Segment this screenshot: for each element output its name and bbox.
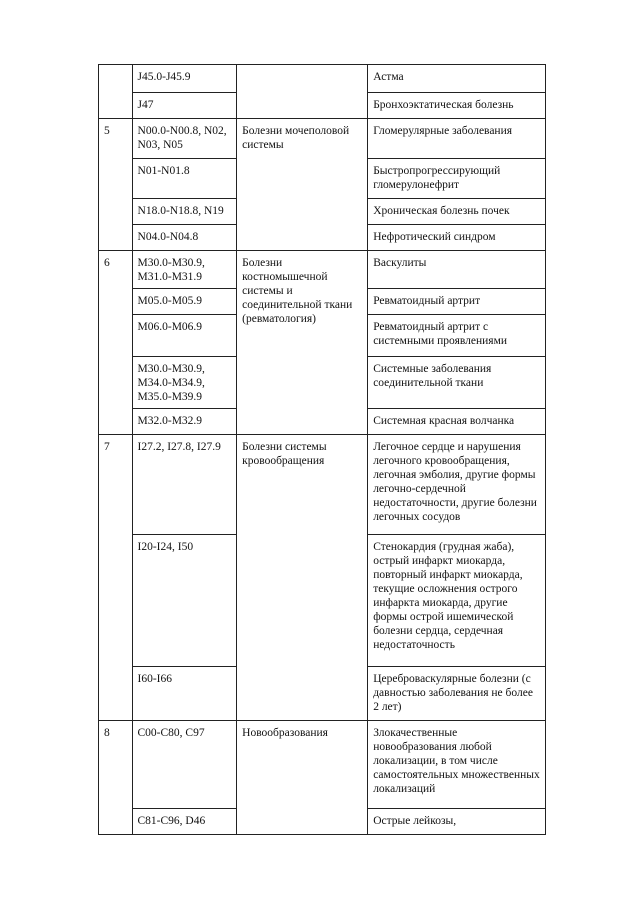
disease-table — [98, 64, 546, 835]
disease-name: Нефротический синдром — [368, 225, 546, 251]
icd-code: J45.0-J45.9 — [132, 65, 237, 93]
icd-code: M32.0-M32.9 — [132, 409, 237, 435]
section-number: 5 — [99, 119, 133, 251]
disease-name: Ревматоидный артрит — [368, 289, 546, 315]
disease-name: Ревматоидный артрит с системными проявлениями — [368, 315, 546, 357]
disease-group: Новообразования — [237, 721, 368, 835]
section-number — [99, 65, 133, 119]
table-row — [99, 435, 546, 535]
icd-code: N00.0-N00.8, N02, N03, N05 — [132, 119, 237, 159]
table-row — [99, 119, 546, 159]
disease-name: Быстропрогрессирующий гломерулонефрит — [368, 159, 546, 199]
disease-name: Цереброваскулярные болезни (с давностью заболевания не более 2 лет) — [368, 667, 546, 721]
icd-code: M30.0-M30.9, M31.0-M31.9 — [132, 251, 237, 289]
table-row — [99, 251, 546, 289]
section-number: 8 — [99, 721, 133, 835]
disease-group — [237, 65, 368, 119]
disease-name: Васкулиты — [368, 251, 546, 289]
icd-code: M30.0-M30.9, M34.0-M34.9, M35.0-M39.9 — [132, 357, 237, 409]
table-row — [99, 721, 546, 809]
disease-group: Болезни системы кровообращения — [237, 435, 368, 721]
icd-code: C81-C96, D46 — [132, 809, 237, 835]
section-number: 6 — [99, 251, 133, 435]
icd-code: I27.2, I27.8, I27.9 — [132, 435, 237, 535]
disease-name: Гломерулярные заболевания — [368, 119, 546, 159]
disease-name: Злокачественные новообразования любой локализации, в том числе самостоятельных множественных локализаций — [368, 721, 546, 809]
icd-code: N01-N01.8 — [132, 159, 237, 199]
disease-name: Астма — [368, 65, 546, 93]
disease-name: Острые лейкозы, — [368, 809, 546, 835]
disease-group: Болезни мочеполовой системы — [237, 119, 368, 251]
disease-name: Хроническая болезнь почек — [368, 199, 546, 225]
disease-group: Болезни костномышечной системы и соединительной ткани (ревматология) — [237, 251, 368, 435]
section-number: 7 — [99, 435, 133, 721]
disease-name: Стенокардия (грудная жаба), острый инфаркт миокарда, повторный инфаркт миокарда, текущие осложнения острого инфаркта миокарда, другие формы острой ишемической болезни сердца, сердечная недостаточность — [368, 535, 546, 667]
disease-name: Системные заболевания соединительной ткани — [368, 357, 546, 409]
icd-code: M05.0-M05.9 — [132, 289, 237, 315]
icd-code: N04.0-N04.8 — [132, 225, 237, 251]
icd-code: I20-I24, I50 — [132, 535, 237, 667]
icd-code: J47 — [132, 93, 237, 119]
disease-name: Бронхоэктатическая болезнь — [368, 93, 546, 119]
icd-code: N18.0-N18.8, N19 — [132, 199, 237, 225]
icd-code: C00-C80, C97 — [132, 721, 237, 809]
disease-name: Системная красная волчанка — [368, 409, 546, 435]
disease-table-body — [99, 65, 546, 835]
icd-code: M06.0-M06.9 — [132, 315, 237, 357]
icd-code: I60-I66 — [132, 667, 237, 721]
disease-name: Легочное сердце и нарушения легочного кровообращения, легочная эмболия, другие формы легочно-сердечной недостаточности, другие болезни легочных сосудов — [368, 435, 546, 535]
table-row — [99, 65, 546, 93]
